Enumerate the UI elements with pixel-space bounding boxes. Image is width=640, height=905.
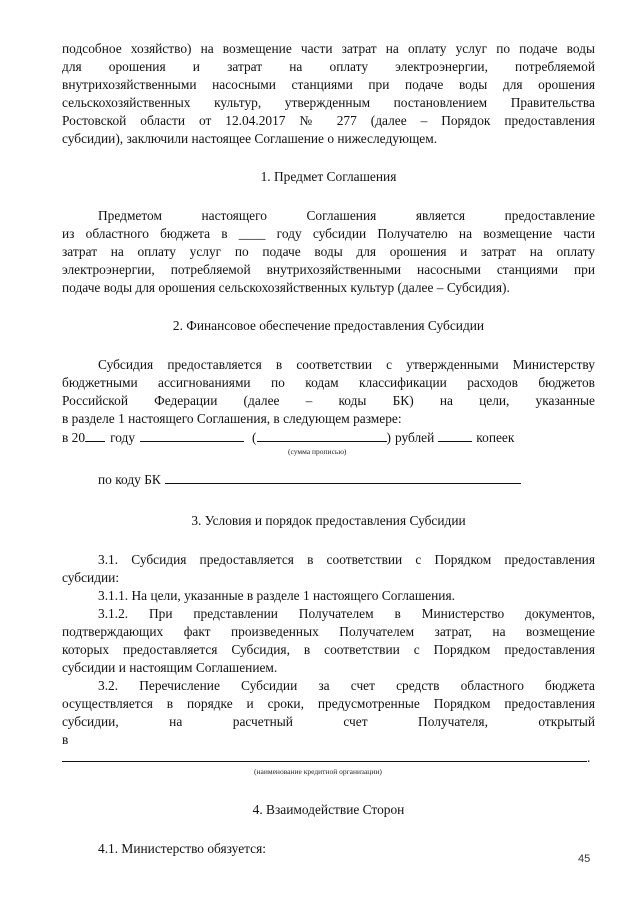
amount-digits-blank[interactable] (140, 428, 244, 442)
section-3-line: субсидии, на расчетный счет Получателя, открытый (62, 714, 595, 729)
section-1-line: подаче воды для орошения сельскохозяйственных культур (далее – Субсидия). (62, 280, 510, 295)
section-4-heading: 4. Взаимодействие Сторон (252, 802, 405, 817)
bk-code-blank[interactable] (165, 470, 521, 484)
section-1-heading: 1. Предмет Соглашения (260, 169, 397, 184)
bank-caption: (наименование кредитной организации) (254, 767, 382, 776)
amount-open-paren: ( (252, 430, 257, 445)
document-page (62, 40, 595, 858)
section-3-line: субсидии и настоящим Соглашением. (62, 660, 278, 675)
section-2-line: в разделе 1 настоящего Соглашения, в следующем размере: (62, 411, 402, 426)
section-1-line: электроэнергии, потребляемой внутрихозяйственными насосными станциями при (62, 262, 595, 277)
section-3-line: субсидии: (62, 570, 120, 585)
bk-code-row (62, 470, 595, 489)
kopecks-blank[interactable] (438, 428, 472, 442)
intro-line: внутрихозяйственными насосными станциями при подаче воды для орошения (62, 77, 595, 92)
section-3-line: которых предоставляется Субсидия, в соответствии с Порядком предоставления (62, 642, 595, 657)
section-2-line: Субсидия предоставляется в соответствии с утвержденными Министерству (98, 357, 595, 372)
section-2-heading: 2. Финансовое обеспечение предоставления Субсидии (172, 318, 485, 333)
amount-year-label: году (110, 430, 136, 445)
section-3-line: 3.1.1. На цели, указанные в разделе 1 настоящего Соглашения. (98, 588, 455, 603)
intro-line: сельскохозяйственных культур, утвержденным постановлением Правительства (62, 95, 595, 110)
amount-caption: (сумма прописью) (288, 447, 347, 456)
subsidy-amount-row (62, 428, 595, 447)
amount-words-blank[interactable] (257, 428, 387, 442)
intro-line: субсидии), заключили настоящее Соглашение о нижеследующем. (62, 131, 438, 146)
intro-line: Ростовской области от 12.04.2017 № 277 (далее – Порядок предоставления (62, 113, 595, 128)
bk-label: по коду БК (98, 472, 161, 487)
section-3-line: подтверждающих факт произведенных Получателем затрат, на возмещение (62, 624, 595, 639)
section-1-line: затрат на оплату услуг по подаче воды для орошения и затрат на оплату (62, 244, 595, 259)
section-4-line: 4.1. Министерство обязуется: (98, 841, 266, 856)
intro-line: подсобное хозяйство) на возмещение части затрат на оплату услуг по подаче воды (62, 41, 595, 56)
amount-prefix: в 20 (62, 430, 86, 445)
section-1-line: из областного бюджета в ____ году субсидии Получателю на возмещение части (62, 226, 595, 241)
section-3-line: 3.1. Субсидия предоставляется в соответствии с Порядком предоставления (98, 552, 595, 567)
bank-name-row (62, 749, 595, 767)
section-3-line: в (62, 732, 69, 747)
intro-line: для орошения и затрат на оплату электроэнергии, потребляемой (62, 59, 595, 74)
section-2-line: бюджетными ассигнованиями по кодам классификации расходов бюджетов (62, 375, 595, 390)
year-blank[interactable] (85, 428, 105, 442)
section-1-line: Предметом настоящего Соглашения является предоставление (98, 208, 595, 223)
amount-kop-label: копеек (476, 430, 515, 445)
section-3-line: 3.1.2. При представлении Получателем в Министерство документов, (98, 606, 595, 621)
page-number: 45 (578, 853, 591, 865)
section-3-heading: 3. Условия и порядок предоставления Субсидии (191, 513, 466, 528)
amount-rub-label: рублей (394, 430, 435, 445)
section-3-line: 3.2. Перечисление Субсидии за счет средств областного бюджета (98, 678, 595, 693)
bank-name-blank[interactable] (62, 751, 587, 762)
section-3-line: осуществляется в порядке и сроки, предусмотренные Порядком предоставления (62, 696, 595, 711)
bank-end-dot: . (587, 750, 591, 765)
section-2-line: Российской Федерации (далее – коды БК) на цели, указанные (62, 393, 595, 408)
amount-close-paren: ) (386, 430, 391, 445)
